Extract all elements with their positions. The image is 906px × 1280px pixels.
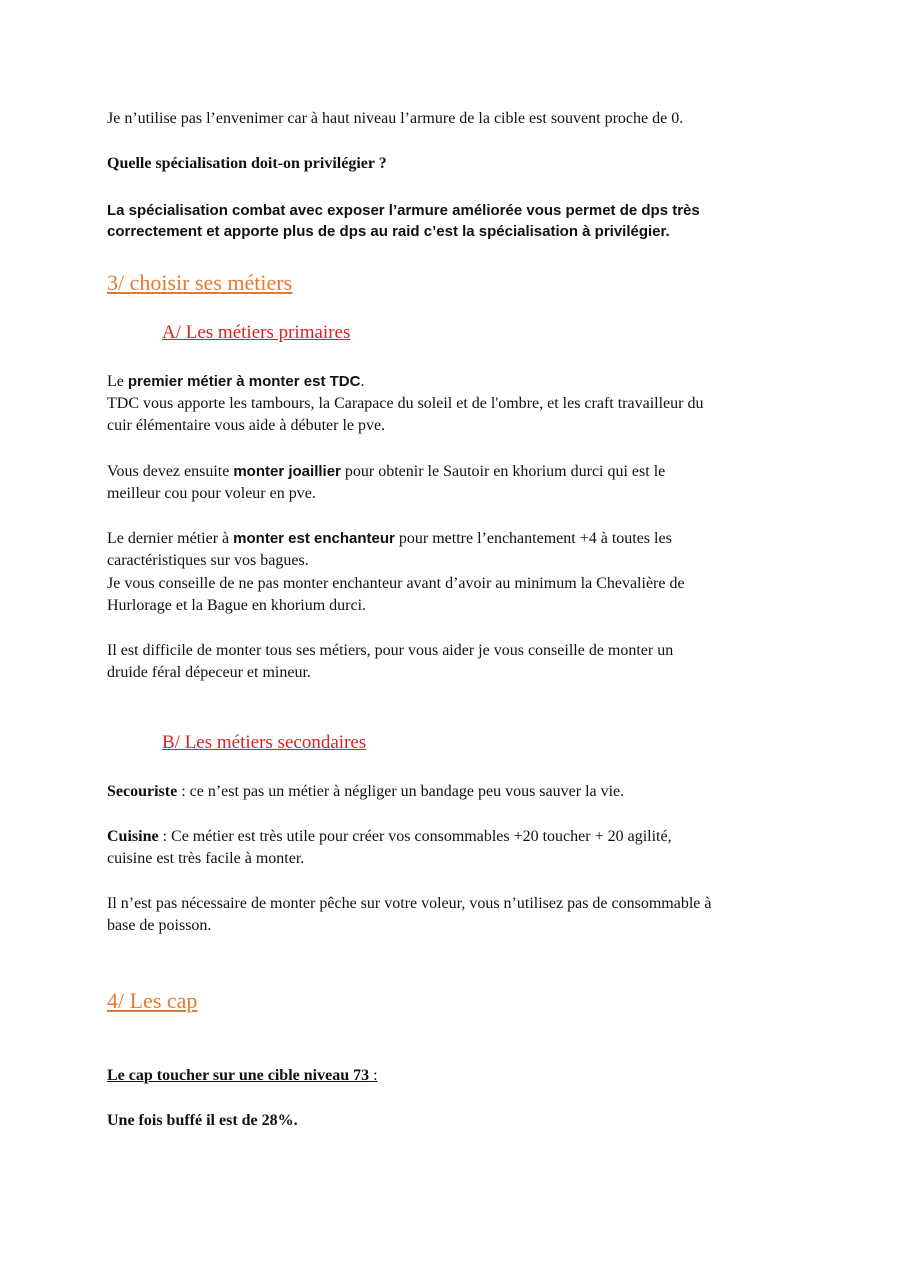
paragraph-peche-line-1: Il n’est pas nécessaire de monter pêche sur votre voleur, vous n’utilisez pas de consommable à xyxy=(107,895,712,912)
paragraph-cap-value: Une fois buffé il est de 28%. xyxy=(107,1112,298,1129)
text-span: pour obtenir le Sautoir en khorium durci qui est le xyxy=(340,463,666,480)
paragraph-cuisine-line-2: cuisine est très facile à monter. xyxy=(107,850,305,867)
paragraph-envenimer: Je n’utilise pas l’envenimer car à haut niveau l’armure de la cible est souvent proche de 0. xyxy=(107,110,684,127)
paragraph-enchanteur-line-4: Hurlorage et la Bague en khorium durci. xyxy=(107,597,367,614)
paragraph-difficile-line-1: Il est difficile de monter tous ses métiers, pour vous aider je vous conseille de monter un xyxy=(107,642,674,659)
question-specialisation: Quelle spécialisation doit-on privilégier ? xyxy=(107,155,387,172)
bold-span: Cuisine xyxy=(107,828,159,845)
paragraph-enchanteur-line-1 xyxy=(107,528,672,550)
paragraph-tdc-line-1 xyxy=(107,371,364,393)
paragraph-tdc-line-2: TDC vous apporte les tambours, la Carapace du soleil et de l'ombre, et les craft travailleur du xyxy=(107,395,704,412)
bold-underline-span: Le cap toucher sur une cible niveau 73 xyxy=(107,1067,370,1084)
text-span: Le dernier métier à xyxy=(107,530,234,547)
paragraph-joaillier-line-2: meilleur cou pour voleur en pve. xyxy=(107,485,316,502)
paragraph-peche-line-2: base de poisson. xyxy=(107,917,212,934)
paragraph-cap-toucher xyxy=(107,1065,378,1087)
paragraph-difficile-line-2: druide féral dépeceur et mineur. xyxy=(107,664,311,681)
subsection-heading-primaires: A/ Les métiers primaires xyxy=(162,322,351,343)
text-span: . xyxy=(360,373,365,390)
answer-specialisation-line-2: correctement et apporte plus de dps au raid c’est la spécialisation à privilégier. xyxy=(107,223,670,240)
section-heading-metiers: 3/ choisir ses métiers xyxy=(107,270,293,295)
paragraph-tdc-line-3: cuir élémentaire vous aide à débuter le pve. xyxy=(107,417,386,434)
text-span: Le xyxy=(107,373,128,390)
paragraph-joaillier-line-1 xyxy=(107,461,665,483)
text-span: : xyxy=(369,1067,378,1084)
bold-span: monter est enchanteur xyxy=(233,530,395,547)
section-heading-cap: 4/ Les cap xyxy=(107,988,198,1013)
paragraph-secouriste xyxy=(107,781,624,803)
bold-span: monter joaillier xyxy=(233,463,341,480)
subsection-heading-secondaires: B/ Les métiers secondaires xyxy=(162,732,367,753)
text-span: : ce n’est pas un métier à négliger un bandage peu vous sauver la vie. xyxy=(177,783,625,800)
text-span: : Ce métier est très utile pour créer vos consommables +20 toucher + 20 agilité, xyxy=(158,828,672,845)
paragraph-enchanteur-line-3: Je vous conseille de ne pas monter enchanteur avant d’avoir au minimum la Chevalière de xyxy=(107,575,685,592)
bold-span: Secouriste xyxy=(107,783,178,800)
paragraph-cuisine-line-1 xyxy=(107,826,672,848)
answer-specialisation-line-1: La spécialisation combat avec exposer l’armure améliorée vous permet de dps très xyxy=(107,202,700,219)
bold-span: premier métier à monter est TDC xyxy=(127,373,361,390)
paragraph-enchanteur-line-2: caractéristiques sur vos bagues. xyxy=(107,552,309,569)
text-span: Vous devez ensuite xyxy=(107,463,234,480)
text-span: pour mettre l’enchantement +4 à toutes les xyxy=(394,530,672,547)
